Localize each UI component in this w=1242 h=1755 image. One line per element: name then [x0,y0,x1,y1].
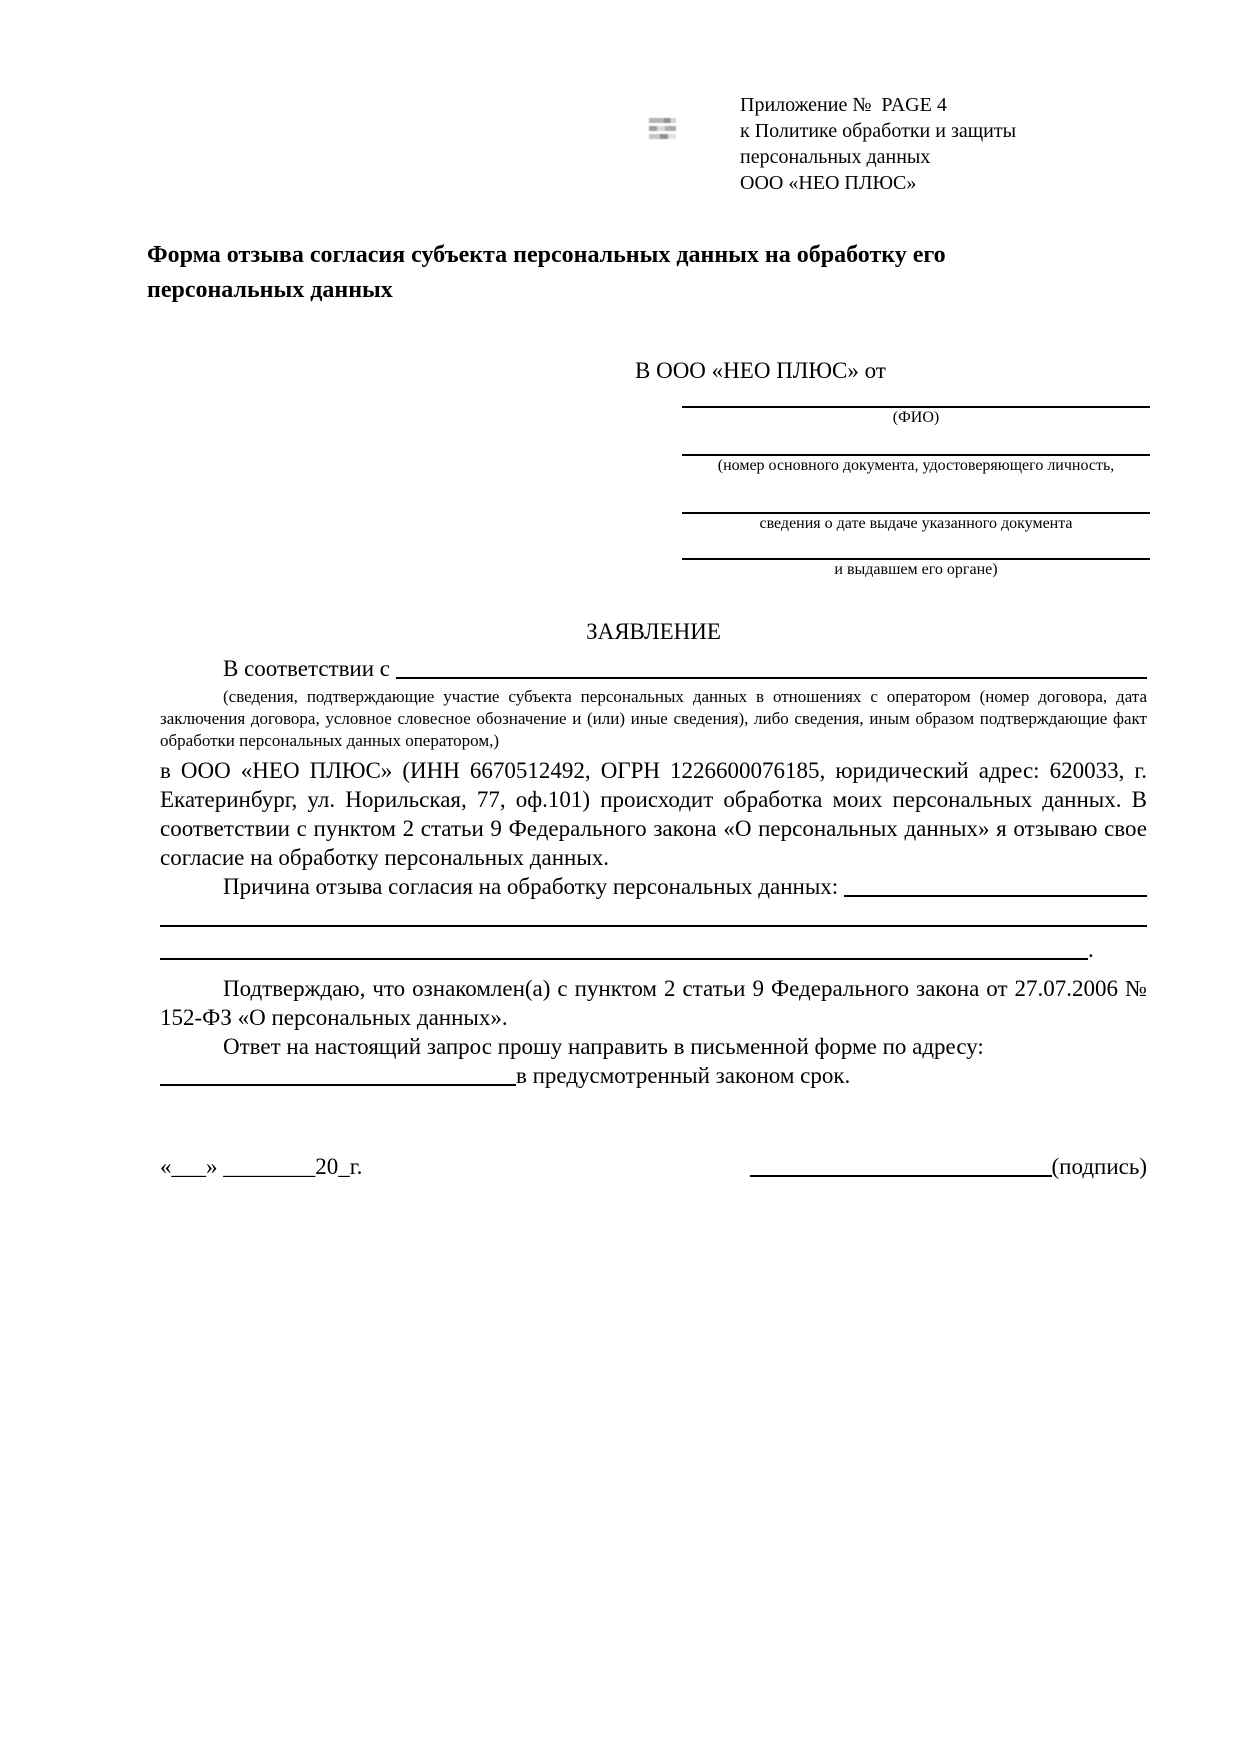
basis-lead: В соответствии с [223,656,391,681]
date-signature-row [160,1152,1147,1181]
signature-blank-line [750,1175,1052,1177]
confirm-paragraph: Подтверждаю, что ознакомлен(а) с пунктом 2 статьи 9 Федерального закона от 27.07.2006 № 152-ФЗ «О персональных данных». [160,976,1147,1030]
document-number-blank-line [682,428,1150,456]
appendix-personal-data-line: персональных данных [740,146,931,168]
reason-blank-line-3 [160,935,1088,960]
fine-print-note: (сведения, подтверждающие участие субъекта персональных данных в отношениях с оператором (номер договора, дата заключения договора, условное словесное обозначение и (или) иные сведения), либо сведения, иным образом подтверждающие факт обработки персональных данных оператором,) [160,687,1147,750]
reply-tail: в предусмотренный законом срок. [516,1063,851,1088]
address-blank-line [160,1061,516,1086]
reply-lead: Ответ на настоящий запрос прошу направить в письменной форме по адресу: [223,1034,984,1059]
addressee-block [635,356,1150,580]
reason-blank-line-3-row [160,935,1147,964]
document-number-caption: (номер основного документа, удостоверяющего личность, [717,457,1115,474]
reason-blank-line-2 [160,925,1147,927]
appendix-policy-line: к Политике обработки и защиты [740,120,1017,142]
issue-date-caption: сведения о дате выдаче указанного документа [759,515,1073,532]
statement-section [160,616,1147,1181]
statement-heading: ЗАЯВЛЕНИЕ [586,619,721,644]
addressee-to-line: В ООО «НЕО ПЛЮС» от [635,358,886,383]
fio-field [635,386,1150,428]
appendix-header-block [740,92,1016,196]
basis-blank-line [396,654,1147,679]
reason-blank-line [844,872,1147,897]
blurred-field-code [649,117,676,141]
appendix-number-line: Приложение № PAGE 4 [740,94,947,116]
signature-group [750,1152,1147,1181]
body-paragraph: в ООО «НЕО ПЛЮС» (ИНН 6670512492, ОГРН 1226600076185, юридический адрес: 620033, г. Екатеринбург, ул. Норильская, 77, оф.101) происходит обработка моих персональных данных. В соответствии с пунктом 2 статьи 9 Федерального закона «О персональных данных» я отзываю свое согласие на обработку персональных данных. [160,758,1147,870]
reason-lead: Причина отзыва согласия на обработку персональных данных: [223,874,839,899]
issuing-authority-caption: и выдавшем его органе) [834,561,998,578]
reason-row [160,872,1147,901]
appendix-company-line: ООО «НЕО ПЛЮС» [740,172,917,194]
date-line: «___» ________20_г. [160,1154,363,1179]
issuing-authority-field [635,534,1150,580]
issue-date-field [635,476,1150,534]
fio-caption: (ФИО) [892,409,940,426]
fio-blank-line [682,386,1150,408]
issuing-authority-blank-line [682,534,1150,560]
signature-caption: (подпись) [1051,1154,1147,1179]
trailing-period: . [1088,937,1094,962]
document-number-field [635,428,1150,476]
basis-row [160,654,1147,683]
document-title: Форма отзыва согласия субъекта персональных данных на обработку его персональных данных [147,242,946,303]
issue-date-blank-line [682,476,1150,514]
reply-address-row [160,1061,1147,1090]
